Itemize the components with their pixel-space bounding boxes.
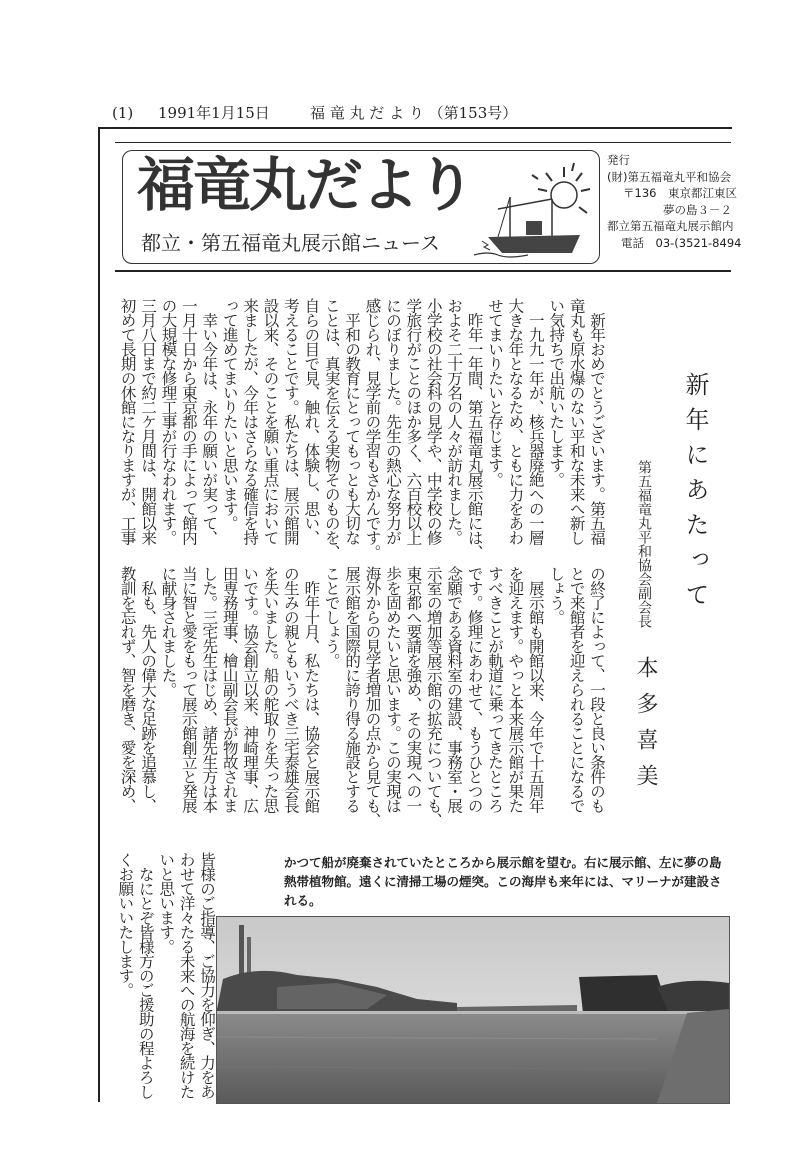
left-frame-line [98, 127, 100, 1102]
text-column: 皆様のご指導、ご協力を仰ぎ、力をあ [198, 852, 216, 1099]
text-column: いです。協会創立以来、神崎理事、広 [241, 566, 260, 813]
seaside-museum-image [217, 917, 729, 1103]
text-column: を迎えます。やっと本来展示館が果た [506, 566, 525, 813]
text-column: いと思います。 [157, 852, 176, 954]
text-column: せてまいりたいと存じます。 [485, 298, 504, 487]
header-rule [98, 127, 732, 129]
text-column: 平和の教育にとってもっとも大切な [343, 298, 362, 545]
text-column: 学旅行がことのほか多く、六百校以上 [404, 298, 423, 545]
text-column: を失いました。船の舵取りを失った思 [261, 566, 280, 813]
masthead-subtitle: 都立・第五福竜丸展示館ニュース [141, 231, 440, 255]
text-column: 当に智と愛をもって展示館創立と発展 [179, 566, 198, 813]
text-column: 示室の増加等展示館の拡充についても、 [424, 566, 443, 827]
text-column: 三月八日まで約二ケ月間は、開館以来 [139, 298, 158, 545]
text-column: すべきことが軌道に乗ってきたところ [485, 566, 504, 813]
text-column: 東京都へ要請を強め、その実現への一 [404, 566, 423, 813]
text-column: って進めてまいりたいと思います。 [220, 298, 239, 530]
text-column: 田専務理事、檜山副会長が物故されま [220, 566, 239, 813]
text-column: にのぼりました。先生の熱心な努力が [383, 298, 402, 545]
text-column: 教訓を忘れず、智を磨き、愛を深め、 [118, 566, 137, 813]
text-column: 考えることです。私たちは、展示館開 [281, 298, 300, 545]
text-column: の大規模な修理工事が行なわれます。 [159, 298, 178, 545]
text-column: しょう。 [547, 566, 566, 624]
text-column: 念願である資料室の建設、事務室・展 [445, 566, 464, 813]
text-column: とで来館者を迎えられることになるで [567, 566, 586, 813]
article-body-upper [117, 298, 607, 562]
text-column: 竜丸も原水爆のない平和な未来へ新し [567, 298, 586, 545]
text-column: の終了によって、一段と良い条件のも [588, 566, 606, 813]
masthead-logo [122, 150, 600, 264]
text-column: 展示館も開館以来、今年で十五周年 [526, 566, 545, 813]
text-column: に献身されました。 [159, 566, 178, 697]
author-affiliation: 第五福竜丸平和協会副会長 [636, 460, 652, 628]
text-column: 自らの目で見、触れ、体験し、思い、 [302, 298, 321, 545]
text-column: 昨年十月、私たちは、協会と展示館 [302, 566, 321, 813]
text-column: 新年おめでとうございます。第五福 [588, 298, 606, 545]
text-column: およそ二十万名の人々が訪れました。 [445, 298, 464, 545]
text-column: 展示館を国際的に誇り得る施設とする [343, 566, 362, 813]
publisher-building: 都立第五福竜丸展示館内 [607, 219, 734, 233]
text-column: です。修理にあわせて、もうひとつの [465, 566, 484, 813]
publisher-address-2: 夢の島３－２ [663, 202, 732, 217]
text-column: なにとぞ皆様方のご援助の程よろし [136, 852, 155, 1099]
article-body-lower [117, 566, 607, 832]
text-column: 設以来、そのことを願い重点において [261, 298, 280, 545]
text-column: 一月十日から東京都の手によって館内 [179, 298, 198, 545]
publisher-label: 発行 [607, 153, 630, 167]
text-column: い気持ちで出航いたします。 [547, 298, 566, 487]
masthead-top-rule [115, 142, 731, 143]
text-column: わせて洋々たる未来への航海を続けた [177, 852, 196, 1099]
text-column: 幸い今年は、永年の願いが実って、 [200, 298, 219, 545]
masthead-title: 福竜丸だより [137, 151, 474, 219]
text-column: 一九九一年が、核兵器廃絶への一層 [526, 298, 545, 545]
page-number: (1) [112, 104, 134, 122]
publisher-address: 〒136 東京都江東区 [623, 186, 737, 200]
photo-caption: かつて船が廃棄されていたところから展示館を望む。右に展示館、左に夢の島熱帯植物館。遠くに清掃工場の煙突。この海岸も来年には、マリーナが建設される。 [284, 855, 722, 908]
issue-date: 1991年1月15日 [158, 104, 270, 122]
text-column: 小学校の社会科の見学や、中学校の修 [424, 298, 443, 545]
text-column: くお願いいたします。 [116, 852, 135, 997]
museum-photo [216, 916, 730, 1104]
text-column: 昨年一年間、第五福竜丸展示館には、 [465, 298, 484, 559]
article-body-closing [115, 852, 217, 1114]
newsletter-issue: 福 竜 丸 だ よ り （第153号） [310, 104, 518, 122]
article-title: 新年にあたって [681, 372, 709, 617]
author-name: 本多喜美 [633, 656, 658, 800]
ship-sun-icon [468, 157, 596, 261]
text-column: 海外からの見学者増加の点から見ても、 [363, 566, 382, 827]
publisher-name: (財)第五福竜丸平和協会 [607, 169, 731, 184]
text-column: ことは、真実を伝える実物そのものを、 [322, 298, 341, 559]
text-column: 大きな年となるため、ともに力をあわ [506, 298, 525, 545]
text-column: した。三宅先生はじめ、諸先生方は本 [200, 566, 219, 813]
text-column: 来ましたが、今年はさらなる確信を持 [241, 298, 260, 545]
publisher-info [607, 152, 741, 251]
text-column: 私も、先人の偉大な足跡を追慕し、 [139, 566, 158, 813]
text-column: 歩を固めたいと思います。この実現は [383, 566, 402, 813]
masthead-bottom-rule [115, 270, 731, 272]
text-column: 感じられ、見学前の学習もさかんです。 [363, 298, 382, 559]
text-column: ことでしょう。 [322, 566, 341, 668]
text-column: 初めて長期の休館になりますが、工事 [118, 298, 137, 545]
publisher-phone: 電話 03-(3521-8494 [621, 235, 742, 250]
text-column: の生みの親ともいうべき三宅泰雄会長 [281, 566, 300, 813]
